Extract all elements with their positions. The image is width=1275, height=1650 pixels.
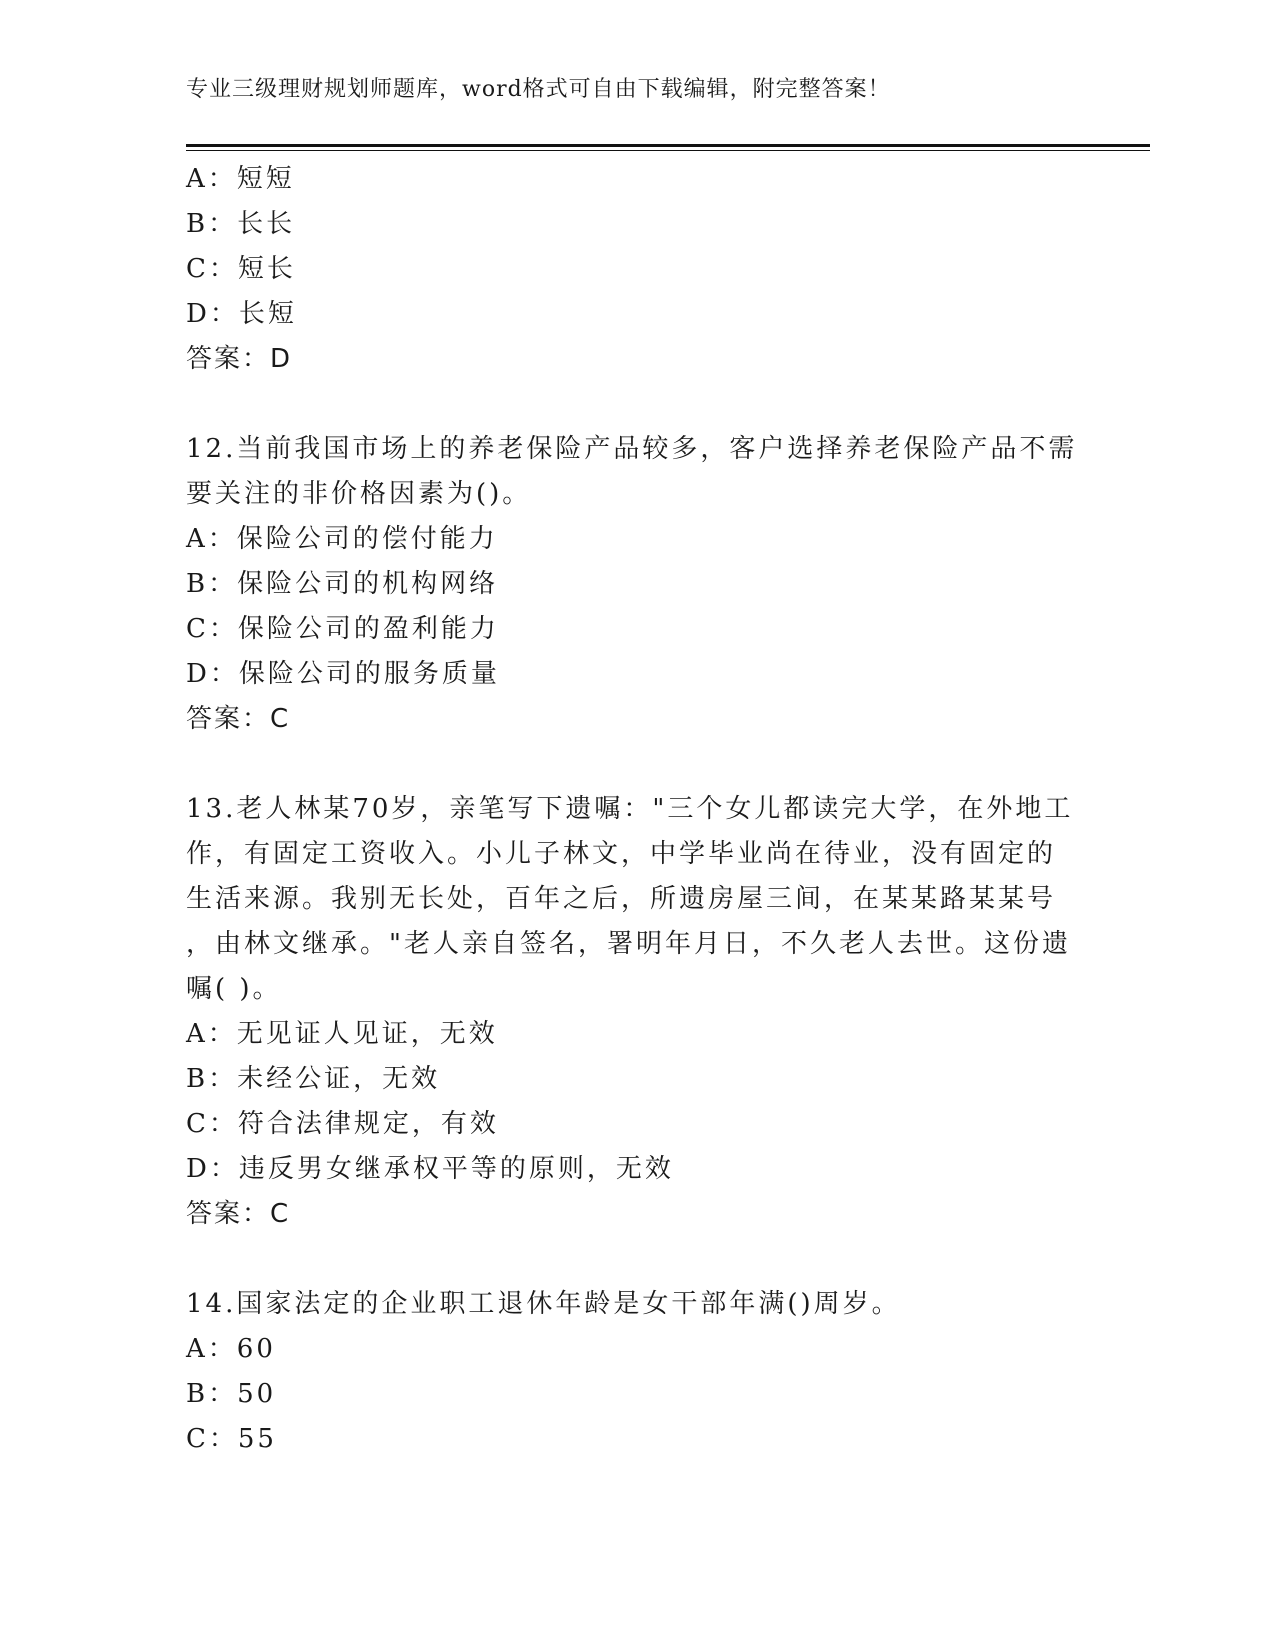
stem-line: 生活来源。我别无长处，百年之后，所遗房屋三间，在某某路某某号 — [186, 884, 1057, 914]
spacer — [186, 742, 1066, 787]
spacer — [186, 382, 1066, 427]
option-a: A：无见证人见证，无效 — [186, 1019, 498, 1049]
stem-line: 嘱( )。 — [186, 974, 282, 1004]
answer: 答案：C — [186, 704, 291, 734]
header-rule-thin — [186, 150, 1150, 151]
option-d: D：保险公司的服务质量 — [186, 659, 500, 689]
question-stem — [186, 427, 1078, 517]
spacer — [186, 1237, 1066, 1282]
stem-line: 13.老人林某70岁，亲笔写下遗嘱："三个女儿都读完大学，在外地工 — [186, 794, 1074, 824]
option-d: D：长短 — [186, 299, 297, 329]
question-stem — [186, 1282, 1066, 1327]
option-b: B：长长 — [186, 209, 296, 239]
question-content — [186, 157, 1078, 1462]
option-d: D：违反男女继承权平等的原则，无效 — [186, 1154, 674, 1184]
option-b: B：未经公证，无效 — [186, 1064, 441, 1094]
option-b: B：50 — [186, 1379, 277, 1409]
stem-line: 12.当前我国市场上的养老保险产品较多，客户选择养老保险产品不需 — [186, 434, 1078, 464]
option-c: C：55 — [186, 1424, 277, 1454]
stem-line: ，由林文继承。"老人亲自签名，署明年月日，不久老人去世。这份遗 — [186, 929, 1071, 959]
answer: 答案：C — [186, 1199, 291, 1229]
option-a: A：短短 — [186, 164, 295, 194]
stem-line: 要关注的非价格因素为()。 — [186, 479, 532, 509]
page-header: 专业三级理财规划师题库，word格式可自由下载编辑，附完整答案！ — [186, 77, 891, 102]
option-a: A：保险公司的偿付能力 — [186, 524, 498, 554]
header-rule-thick — [186, 144, 1150, 147]
option-b: B：保险公司的机构网络 — [186, 569, 499, 599]
stem-line: 14.国家法定的企业职工退休年龄是女干部年满()周岁。 — [186, 1289, 901, 1319]
stem-line: 作，有固定工资收入。小儿子林文，中学毕业尚在待业，没有固定的 — [186, 839, 1057, 869]
option-c: C：保险公司的盈利能力 — [186, 614, 499, 644]
question-11 — [186, 157, 1066, 382]
question-14 — [186, 1282, 1066, 1462]
option-c: C：短长 — [186, 254, 296, 284]
question-12 — [186, 427, 1078, 742]
answer: 答案：D — [186, 344, 293, 374]
option-c: C：符合法律规定，有效 — [186, 1109, 499, 1139]
question-stem — [186, 787, 1074, 1012]
question-13 — [186, 787, 1074, 1237]
option-a: A：60 — [186, 1334, 276, 1364]
